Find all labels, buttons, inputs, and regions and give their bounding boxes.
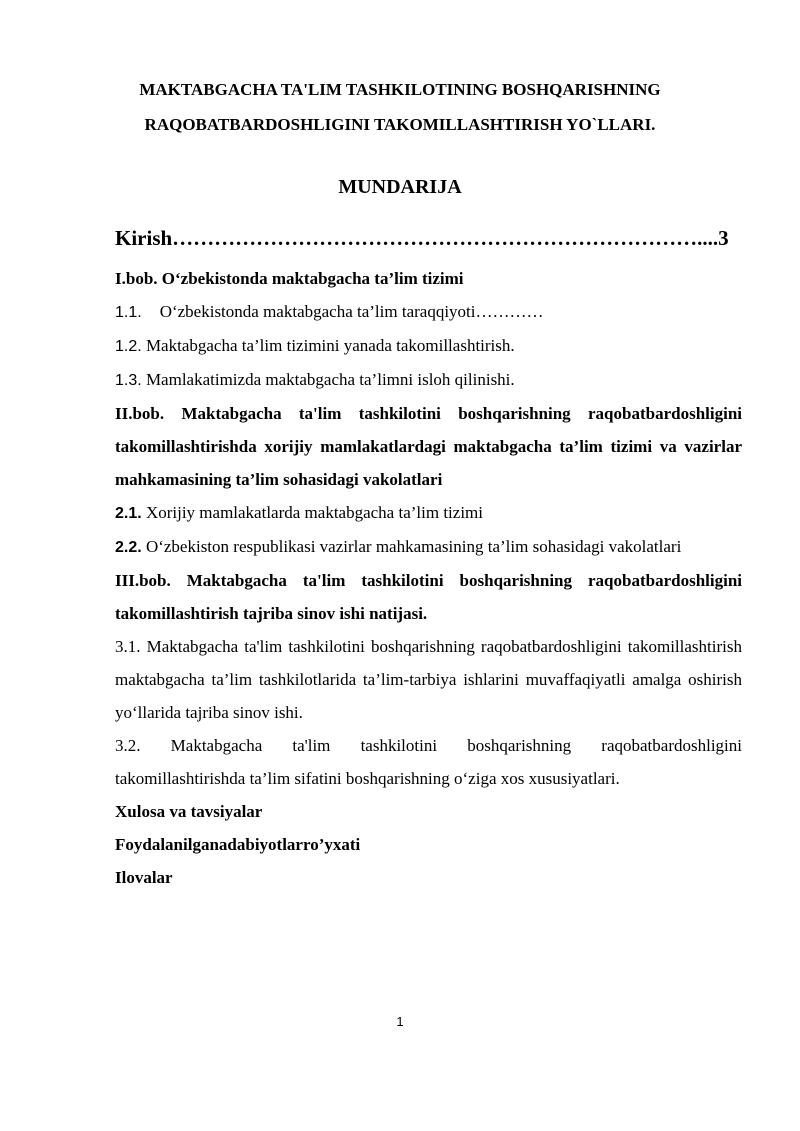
page-number: 1 xyxy=(396,1014,404,1029)
chapter-2-title: II.bob. Maktabgacha ta'lim tashkilotini boshqarishning raqobatbardoshligini takomillashtirishda xorijiy mamlakatlardagi maktabgacha ta’lim tizimi va vazirlar mahkamasining ta’lim sohasidagi vakolatlari xyxy=(115,404,742,489)
section-number: 2.2. xyxy=(115,539,142,556)
toc-item-1-1 xyxy=(115,295,742,329)
section-text: Mamlakatimizda maktabgacha ta’limni isloh qilinishi. xyxy=(145,370,515,389)
table-of-contents xyxy=(115,222,742,894)
chapter-1-title: I.bob. O‘zbekistonda maktabgacha ta’lim tizimi xyxy=(115,269,464,288)
section-text: Maktabgacha ta’lim tizimini yanada takomillashtirish. xyxy=(145,336,515,355)
section-number: 1.2. xyxy=(115,338,142,355)
section-text: O‘zbekiston respublikasi vazirlar mahkamasining ta’lim sohasidagi vakolatlari xyxy=(145,537,682,556)
section-number: 2.1. xyxy=(115,505,142,522)
toc-references: Foydalanilganadabiyotlarro’yxati xyxy=(115,835,361,854)
document-title: MAKTABGACHA TA'LIM TASHKILOTINING BOSHQARISHNING RAQOBATBARDOSHLIGINI TAKOMILLASHTIRISH YO`LLARI. xyxy=(139,80,661,134)
section-number: 1.3. xyxy=(115,372,142,389)
toc-item-3-2: 3.2. Maktabgacha ta'lim tashkilotini boshqarishning raqobatbardoshligini takomillashtirishda ta’lim sifatini boshqarishning o‘ziga xos xususiyatlari. xyxy=(115,736,742,788)
toc-item-1-2 xyxy=(115,329,742,363)
toc-item-2-1 xyxy=(115,496,742,530)
toc-item-3-1: 3.1. Maktabgacha ta'lim tashkilotini boshqarishning raqobatbardoshligini takomillashtirish maktabgacha ta’lim tashkilotlarida ta’lim-tarbiya ishlarini muvaffaqiyatli amalga oshirish yo‘llarida tajriba sinov ishi. xyxy=(115,637,742,722)
toc-item-2-2 xyxy=(115,530,742,564)
toc-intro: Kirish…………………………………………………………………....3 xyxy=(115,226,729,250)
contents-heading: MUNDARIJA xyxy=(338,176,462,198)
toc-appendix: Ilovalar xyxy=(115,868,173,887)
section-text: O‘zbekistonda maktabgacha ta’lim taraqqiyoti………… xyxy=(159,302,544,321)
section-number: 1.1. xyxy=(115,304,142,321)
section-text: Xorijiy mamlakatlarda maktabgacha ta’lim tizimi xyxy=(145,503,483,522)
toc-conclusion: Xulosa va tavsiyalar xyxy=(115,802,263,821)
toc-item-1-3 xyxy=(115,363,742,397)
chapter-3-title: III.bob. Maktabgacha ta'lim tashkilotini boshqarishning raqobatbardoshligini takomillashtirish tajriba sinov ishi natijasi. xyxy=(115,571,742,623)
